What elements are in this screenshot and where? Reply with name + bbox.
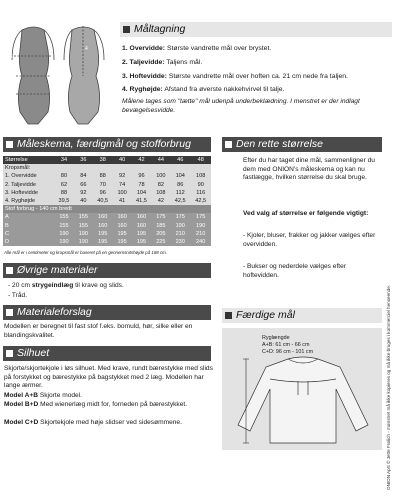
- measurement-item: 4. Ryghøjde: Afstand fra øverste nakkehvirvel til talje.: [122, 86, 285, 94]
- measurements-note: Målene tages som "tætte" mål udenpå underbeklædning. I menstret er der indlagt bevægelsesvidde.: [122, 98, 360, 114]
- table-row: 2. Taljevidde 62 66 70 74 78 82 86 90: [3, 181, 211, 189]
- header-square-icon: [225, 312, 232, 319]
- size-header-row: Størrelse 34 36 38 40 42 44 46 48: [3, 156, 211, 164]
- header-square-icon: [6, 309, 13, 316]
- size-chart-header: [3, 137, 211, 152]
- measurement-item: 3. Hoftevidde: Største vandrette mål over hoften ca. 21 cm nede fra taljen.: [122, 72, 348, 80]
- header-square-icon: [6, 350, 13, 357]
- silhouette-header: [3, 346, 211, 361]
- material-suggestion-header: [3, 305, 211, 320]
- finished-text: [262, 335, 380, 357]
- body-measurement-figure: [8, 20, 112, 130]
- material-suggestion-text: Modellen er beregnet til fast stof f.eks. bomuld, hør, silke eller en blandingskvalitet.: [4, 323, 193, 339]
- copyright-side-text: ONION ApS © Jette Frølich - mønstret må ikke kopieres og må ikke bruges i kommerciel henseende.: [386, 284, 391, 490]
- svg-text:1: 1: [10, 54, 13, 60]
- table-row: A 155 155 160 160 160 175 175 175: [3, 213, 211, 221]
- material-suggestion-title: Materialeforslag: [17, 306, 92, 318]
- header-square-icon: [225, 141, 232, 148]
- right-size-bold: Ved valg af størrelse er følgende vigtigt:: [243, 210, 369, 217]
- finished-line: Ryglængde: [262, 335, 290, 341]
- header-square-icon: [123, 26, 130, 33]
- table-row: D 190 190 195 195 195 225 230 240: [3, 238, 211, 246]
- finished-line: A+B: 61 cm - 66 cm: [262, 342, 310, 349]
- silhouette-title: Silhuet: [17, 347, 50, 359]
- table-row: 4. Ryghøjde 39,5 40 40,5 41 41,5 42 42,5 42,5: [3, 197, 211, 205]
- svg-text:4: 4: [85, 46, 88, 52]
- silhouette-text: Skjorte/skjortekjole i løs silhuet. Med krave, rundt bærestykke med slids på forstykket og bærestykke på bagstykket med 2 læg. Modellen har lange ærmer.: [4, 365, 213, 390]
- header-square-icon: [6, 141, 13, 148]
- other-materials-line: - Tråd.: [8, 292, 28, 299]
- svg-text:2: 2: [10, 74, 13, 80]
- right-size-header: [222, 137, 382, 152]
- right-size-bullet: - Bukser og nederdele vælges efter hoftevidden.: [243, 263, 346, 279]
- other-materials-line: - 20 cm strygeindlæg til krave og slids.: [8, 282, 124, 289]
- table-row: 1. Overvidde 80 84 88 92 96 100 104 108: [3, 172, 211, 180]
- table-row: 3. Hoftevidde 88 92 96 100 104 108 112 116: [3, 189, 211, 197]
- other-materials-title: Øvrige materialer: [17, 264, 98, 276]
- right-size-title: Den rette størrelse: [236, 138, 323, 150]
- right-size-bullet: - Kjoler, bluser, frakker og jakker vælges efter overvidden.: [243, 232, 376, 248]
- silhouette-model: Model A+B Skjorte model.: [4, 392, 82, 399]
- finished-title: Færdige mål: [236, 309, 295, 321]
- finished-line: C+D: 96 cm - 101 cm: [262, 349, 314, 356]
- measurements-header: [120, 22, 392, 37]
- header-square-icon: [6, 267, 13, 274]
- silhouette-model: Model B+D Med wienerlæg midt for, forneden på bærestykket.: [4, 401, 188, 408]
- finished-header: [222, 308, 382, 323]
- measurement-item: 2. Taljevidde: Taljens mål.: [122, 58, 203, 66]
- measurement-item: 1. Overvidde: Største vandrette mål over brystet.: [122, 45, 272, 52]
- shirt-back-illustration: [228, 355, 378, 447]
- silhouette-model: Model C+D Skjortekjole med høje slidser ved sidesømmene.: [4, 419, 182, 426]
- table-row: B 155 155 160 160 160 185 190 190: [3, 222, 211, 230]
- measurements-list: [122, 42, 394, 97]
- other-materials-header: [3, 263, 211, 278]
- right-size-text: Efter du har taget dine mål, sammenligner du dem med ONION's måleskema og kan nu fastlægge, hvilken størrelse du skal bruge.: [243, 157, 375, 182]
- size-chart-table: [3, 156, 211, 246]
- size-chart-footnote: Alle mål er i centimeter og kropsmål er baseret på en gennemsnitshøjde på 168 cm.: [4, 250, 168, 255]
- fabric-label-row: Stof forbrug - 140 cm bredt: [3, 205, 211, 213]
- body-label-row: Kropsmål:: [3, 164, 211, 172]
- measurements-title: Måltagning: [134, 23, 186, 35]
- size-chart-title: Måleskema, færdigmål og stofforbrug: [17, 138, 191, 150]
- table-row: C 190 190 195 195 195 205 210 210: [3, 230, 211, 238]
- svg-text:3: 3: [10, 92, 13, 98]
